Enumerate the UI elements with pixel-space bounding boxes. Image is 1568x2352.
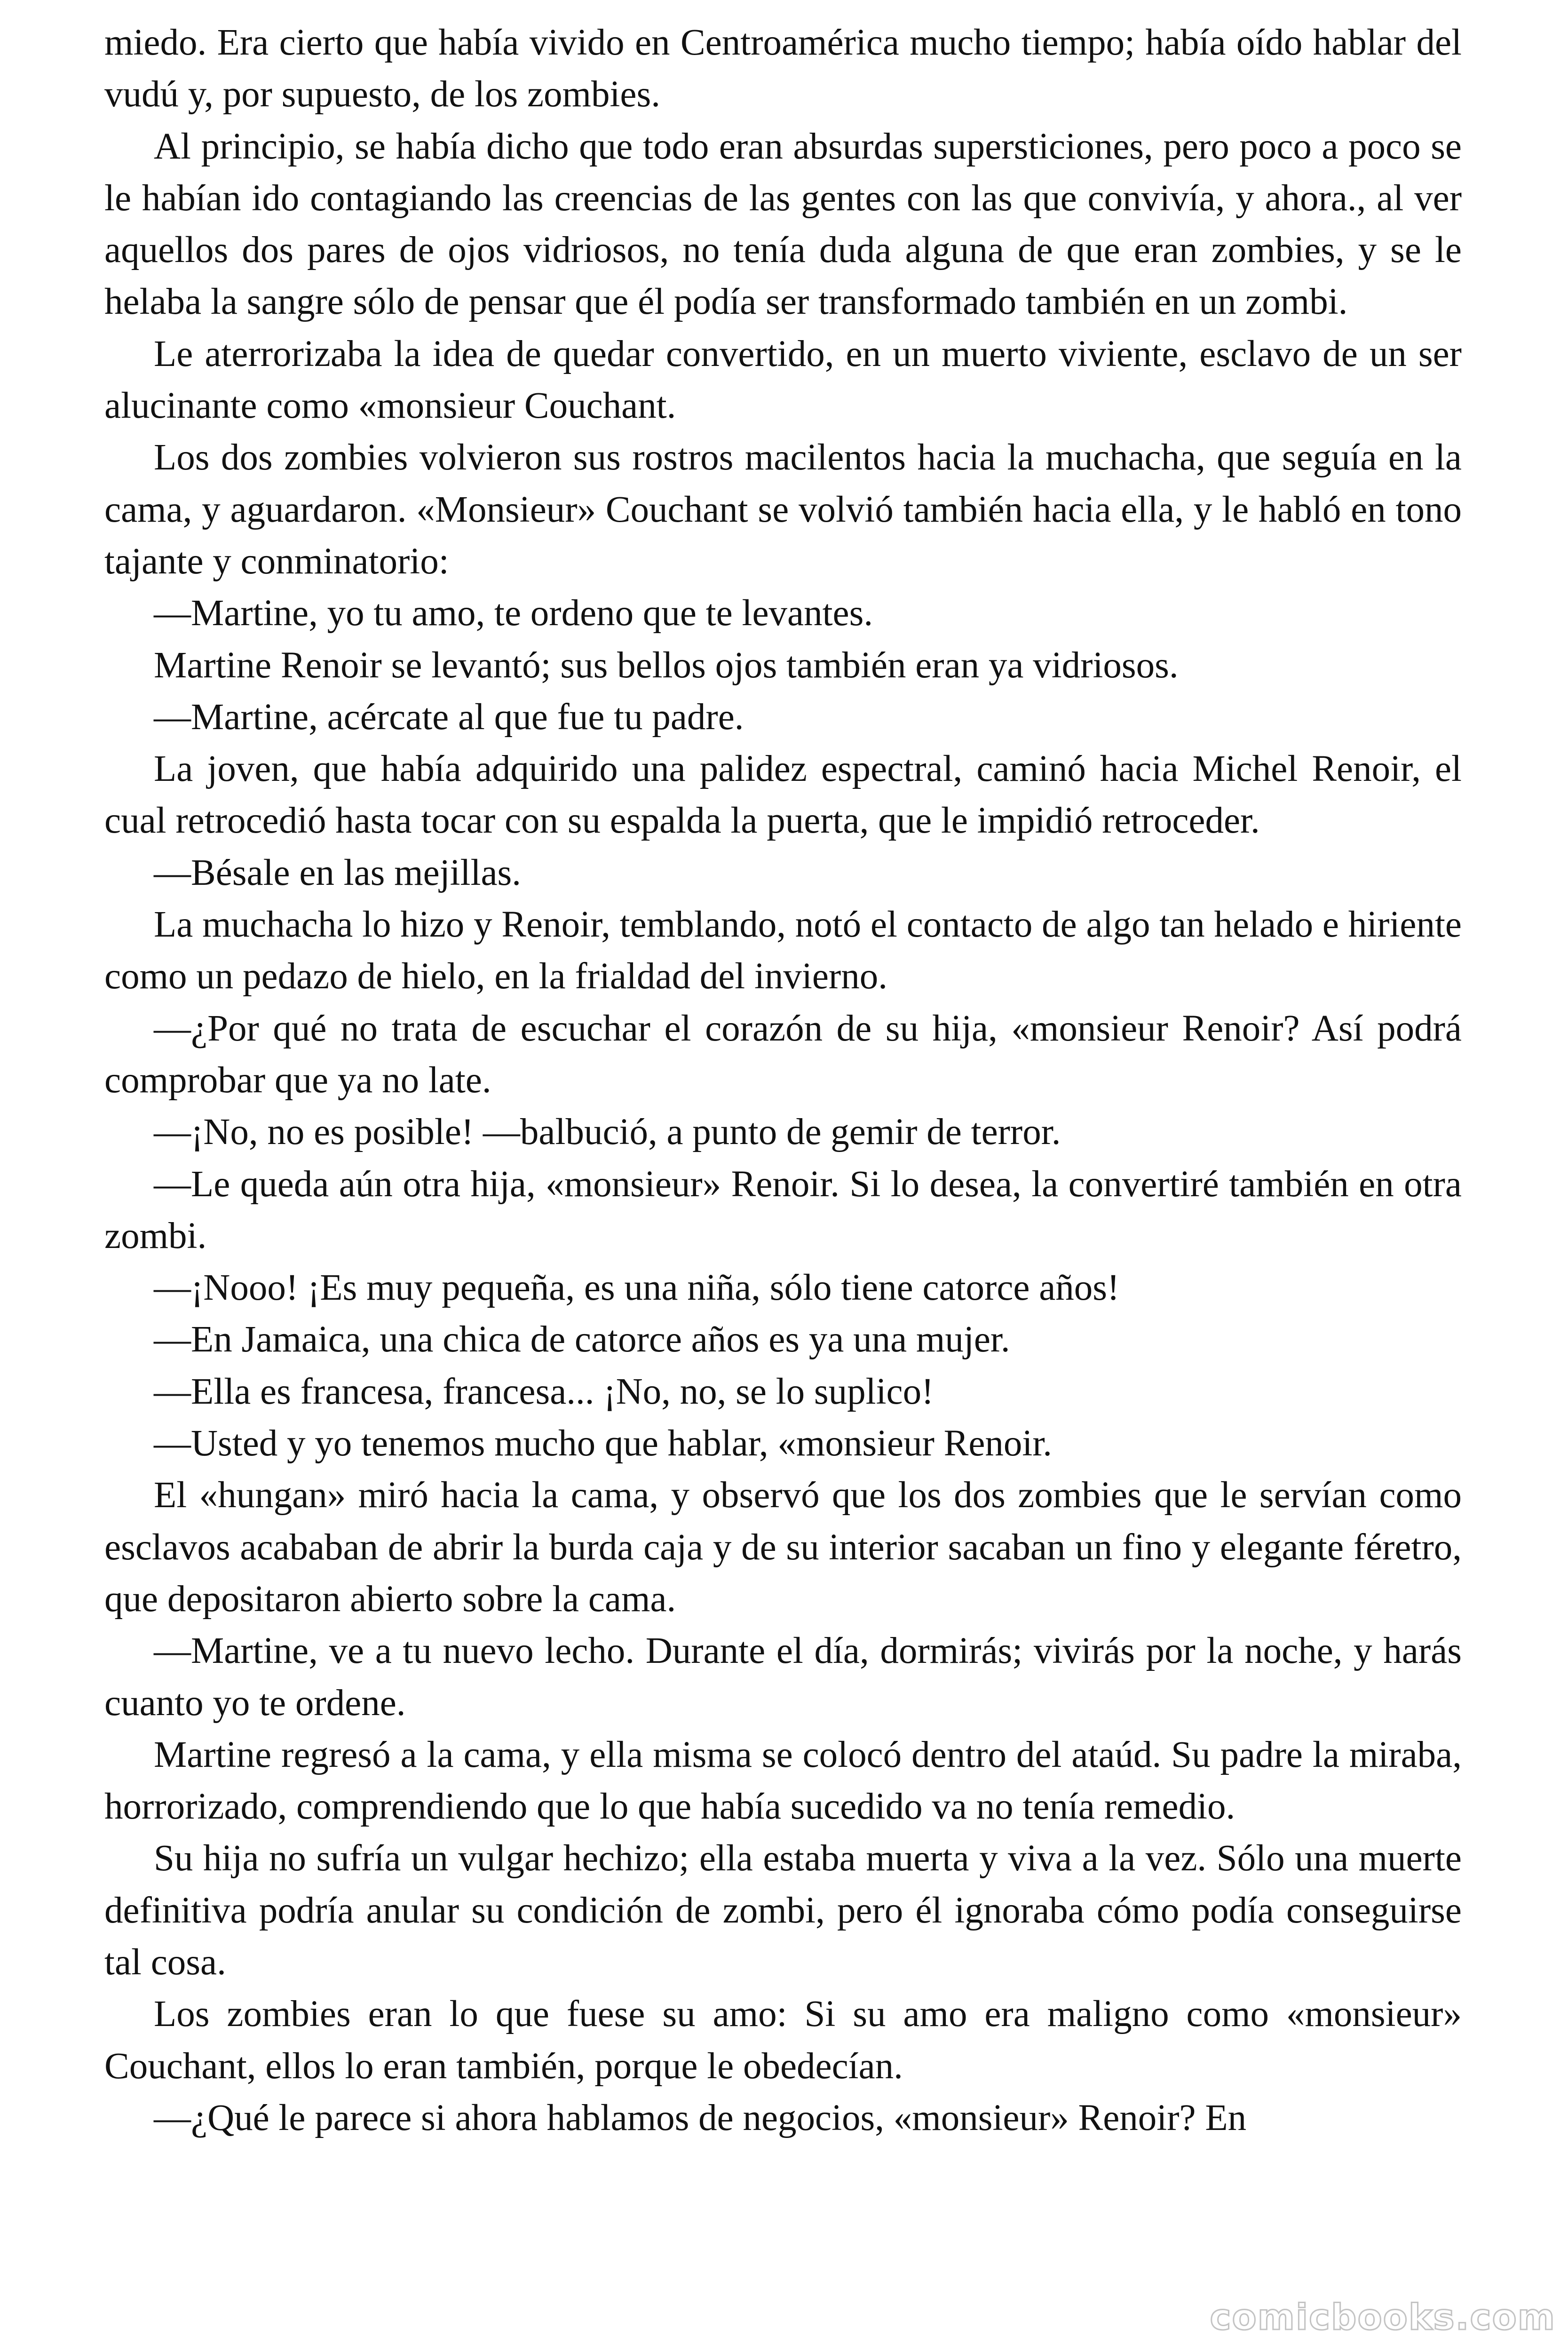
page-text xyxy=(104,17,1462,2144)
paragraph: —¿Por qué no trata de escuchar el corazón de su hija, «monsieur Renoir? Así podrá comprobar que ya no late. xyxy=(104,1008,1462,1101)
paragraph: —Martine, yo tu amo, te ordeno que te levantes. xyxy=(154,593,873,634)
paragraph: La joven, que había adquirido una palidez espectral, caminó hacia Michel Renoir, el cual retrocedió hasta tocar con su espalda la puerta, que le impidió retroceder. xyxy=(104,748,1462,842)
paragraph: —Usted y yo tenemos mucho que hablar, «monsieur Renoir. xyxy=(154,1423,1053,1464)
paragraph: —¡No, no es posible! —balbució, a punto de gemir de terror. xyxy=(154,1112,1061,1153)
watermark: comicbooks.com xyxy=(1210,2296,1556,2338)
paragraph: Martine regresó a la cama, y ella misma se colocó dentro del ataúd. Su padre la miraba, horrorizado, comprendiendo que lo que había sucedido va no tenía remedio. xyxy=(104,1734,1462,1828)
paragraph: —Martine, ve a tu nuevo lecho. Durante el día, dormirás; vivirás por la noche, y harás cuanto yo te ordene. xyxy=(104,1630,1462,1724)
paragraph: Su hija no sufría un vulgar hechizo; ella estaba muerta y viva a la vez. Sólo una muerte definitiva podría anular su condición de zombi, pero él ignoraba cómo podía conseguirse tal cosa. xyxy=(104,1838,1462,1983)
paragraph: Al principio, se había dicho que todo eran absurdas supersticiones, pero poco a poco se le habían ido contagiando las creencias de las gentes con las que convivía, y ahora., al ver aquellos dos pares de ojos vidriosos, no tenía duda alguna de que eran zombies, y se le helaba la sangre sólo de pensar que él podía ser transformado también en un zombi. xyxy=(104,126,1462,323)
paragraph: —En Jamaica, una chica de catorce años es ya una mujer. xyxy=(154,1319,1010,1360)
paragraph: Los dos zombies volvieron sus rostros macilentos hacia la muchacha, que seguía en la cama, y aguardaron. «Monsieur» Couchant se volvió también hacia ella, y le habló en tono tajante y conminatorio: xyxy=(104,437,1462,582)
paragraph: miedo. Era cierto que había vivido en Centroamérica mucho tiempo; había oído hablar del vudú y, por supuesto, de los zombies. xyxy=(104,22,1462,115)
paragraph: —Ella es francesa, francesa... ¡No, no, se lo suplico! xyxy=(154,1371,934,1412)
paragraph: —Bésale en las mejillas. xyxy=(154,852,522,893)
paragraph: El «hungan» miró hacia la cama, y observó que los dos zombies que le servían como esclavos acababan de abrir la burda caja y de su interior sacaban un fino y elegante féretro, que depositaron abierto sobre la cama. xyxy=(104,1475,1462,1620)
paragraph: —¡Nooo! ¡Es muy pequeña, es una niña, sólo tiene catorce años! xyxy=(154,1267,1120,1309)
paragraph: Le aterrorizaba la idea de quedar convertido, en un muerto viviente, esclavo de un ser alucinante como «monsieur Couchant. xyxy=(104,333,1462,427)
paragraph: —Martine, acércate al que fue tu padre. xyxy=(154,696,744,738)
paragraph: La muchacha lo hizo y Renoir, temblando, notó el contacto de algo tan helado e hiriente como un pedazo de hielo, en la frialdad del invierno. xyxy=(104,904,1462,997)
paragraph: Martine Renoir se levantó; sus bellos ojos también eran ya vidriosos. xyxy=(154,644,1179,686)
paragraph: —Le queda aún otra hija, «monsieur» Renoir. Si lo desea, la convertiré también en otra zombi. xyxy=(104,1163,1462,1256)
paragraph: Los zombies eran lo que fuese su amo: Si su amo era maligno como «monsieur» Couchant, ellos lo eran también, porque le obedecían. xyxy=(104,1994,1462,2087)
paragraph: —¿Qué le parece si ahora hablamos de negocios, «monsieur» Renoir? En xyxy=(154,2097,1247,2138)
